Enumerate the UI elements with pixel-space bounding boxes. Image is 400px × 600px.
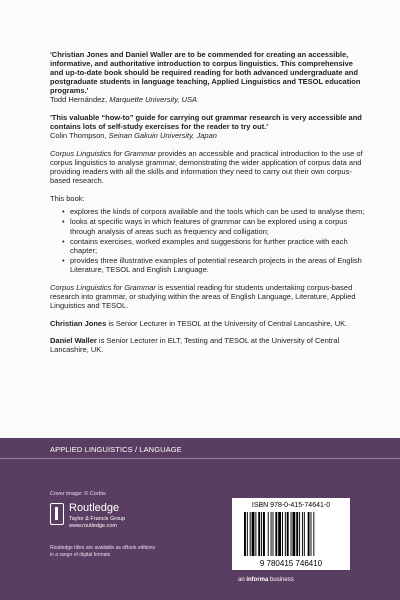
intro-paragraph xyxy=(50,149,368,185)
quote-author: Colin Thompson, xyxy=(50,130,107,140)
barcode-bar xyxy=(308,512,310,556)
informa-prefix: an xyxy=(238,577,247,583)
publisher-band xyxy=(0,438,400,600)
ebook-note: Routledge titles are available as eBook editions in a range of digital formats xyxy=(50,545,156,558)
closing-text: is essential reading for students undertaking corpus-based research into grammar, or studying within the areas of English Language, Literature, Applied Linguistics and TESOL. xyxy=(50,282,356,311)
quote-attribution xyxy=(50,131,368,140)
barcode-bar xyxy=(291,512,292,556)
barcode-bar xyxy=(302,512,303,556)
list-item: • looks at specific ways in which features of grammar can be explored using a corpus through analysis of areas such as frequency and colligation; xyxy=(62,217,368,235)
author-description: is Senior Lecturer in ELT, Testing and TESOL at the University of Central Lancashire, UK. xyxy=(50,336,340,355)
barcode-bar xyxy=(292,512,295,556)
barcode-digits: 9 780415 746410 xyxy=(259,559,323,568)
isbn-number: ISBN 978-0-415-74641-0 xyxy=(251,502,331,509)
quote-affiliation: Marquette University, USA xyxy=(109,95,198,105)
informa-suffix: business xyxy=(268,577,294,583)
quote-attribution xyxy=(50,95,368,104)
barcode-bar xyxy=(311,512,312,556)
barcode-bar xyxy=(285,512,286,556)
quote-author: Todd Hernández, xyxy=(50,95,108,105)
book-title: Corpus Linguistics for Grammar xyxy=(50,148,156,158)
barcode-bar xyxy=(304,512,305,556)
list-item: • provides three illustrative examples of potential research projects in the areas of English Literature, TESOL and English Language. xyxy=(62,256,368,274)
barcode-bar xyxy=(263,512,265,556)
informa-brand: informa xyxy=(246,577,269,583)
routledge-logo-icon xyxy=(50,503,64,525)
book-title: Corpus Linguistics for Grammar xyxy=(50,282,156,292)
subject-category: APPLIED LINGUISTICS / LANGUAGE xyxy=(50,445,182,454)
publisher-name: Routledge xyxy=(69,502,120,514)
author-description: is Senior Lecturer in TESOL at the University of Central Lancashire, UK. xyxy=(106,319,348,329)
divider xyxy=(0,458,400,459)
quote-text: 'Christian Jones and Daniel Waller are to be commended for creating an accessible, informative, and authoritative introduction to corpus linguistics. This comprehensive and up-to-date book should be required reading for both advanced undergraduate and postgraduate students in language teaching, Applied Linguistics and TESOL education programs.' xyxy=(50,50,361,96)
barcode-bar xyxy=(287,512,289,556)
closing-paragraph xyxy=(50,283,368,310)
informa-tagline xyxy=(238,577,294,583)
back-cover-content xyxy=(50,50,368,355)
barcode-bar xyxy=(268,512,269,556)
author-name: Daniel Waller xyxy=(50,336,97,346)
barcode-bar xyxy=(282,512,283,556)
barcode-bar xyxy=(278,512,281,556)
barcode-bar xyxy=(244,512,246,556)
barcode-bar xyxy=(247,512,248,556)
publisher-url: www.routledge.com xyxy=(69,523,117,529)
quote-text: 'This valuable “how-to” guide for carrying out grammar research is very accessible and contains lots of self-study exercises for the reader to try out.' xyxy=(50,112,362,131)
routledge-logo xyxy=(50,503,150,539)
barcode-bar xyxy=(273,512,274,556)
endorsement-quote xyxy=(50,113,368,140)
cover-credit: Cover image: © Corbis xyxy=(50,491,106,497)
barcode-bar xyxy=(250,512,251,556)
barcode-bar xyxy=(255,512,256,556)
list-item: • explores the kinds of corpora available and the tools which can be used to analyse them; xyxy=(62,207,368,216)
barcode-bar xyxy=(258,512,260,556)
barcode-bar xyxy=(296,512,298,556)
author-bio xyxy=(50,319,368,328)
barcode-bar xyxy=(271,512,272,556)
publisher-group: Taylor & Francis Group xyxy=(69,516,126,522)
author-name: Christian Jones xyxy=(50,319,107,329)
barcode-bar xyxy=(252,512,255,556)
barcode-bar xyxy=(313,512,314,556)
barcode-bar xyxy=(275,512,277,556)
endorsement-quote xyxy=(50,50,368,105)
barcode-icon xyxy=(236,512,346,568)
quote-affiliation: Seinan Gakuin University, Japan xyxy=(108,130,217,140)
list-item: • contains exercises, worked examples and suggestions for further practice with each chapter; xyxy=(62,237,368,255)
barcode-bar xyxy=(261,512,262,556)
intro-text: provides an accessible and practical introduction to the use of corpus linguistics to analyse grammar, demonstrating the wider application of corpus data and providing readers with all the skills and information they need to carry out their own corpus-based research. xyxy=(50,148,363,186)
author-bio xyxy=(50,336,368,354)
list-heading: This book: xyxy=(50,194,85,204)
feature-list xyxy=(62,207,368,274)
barcode-bar xyxy=(299,512,300,556)
isbn-barcode xyxy=(232,498,350,570)
